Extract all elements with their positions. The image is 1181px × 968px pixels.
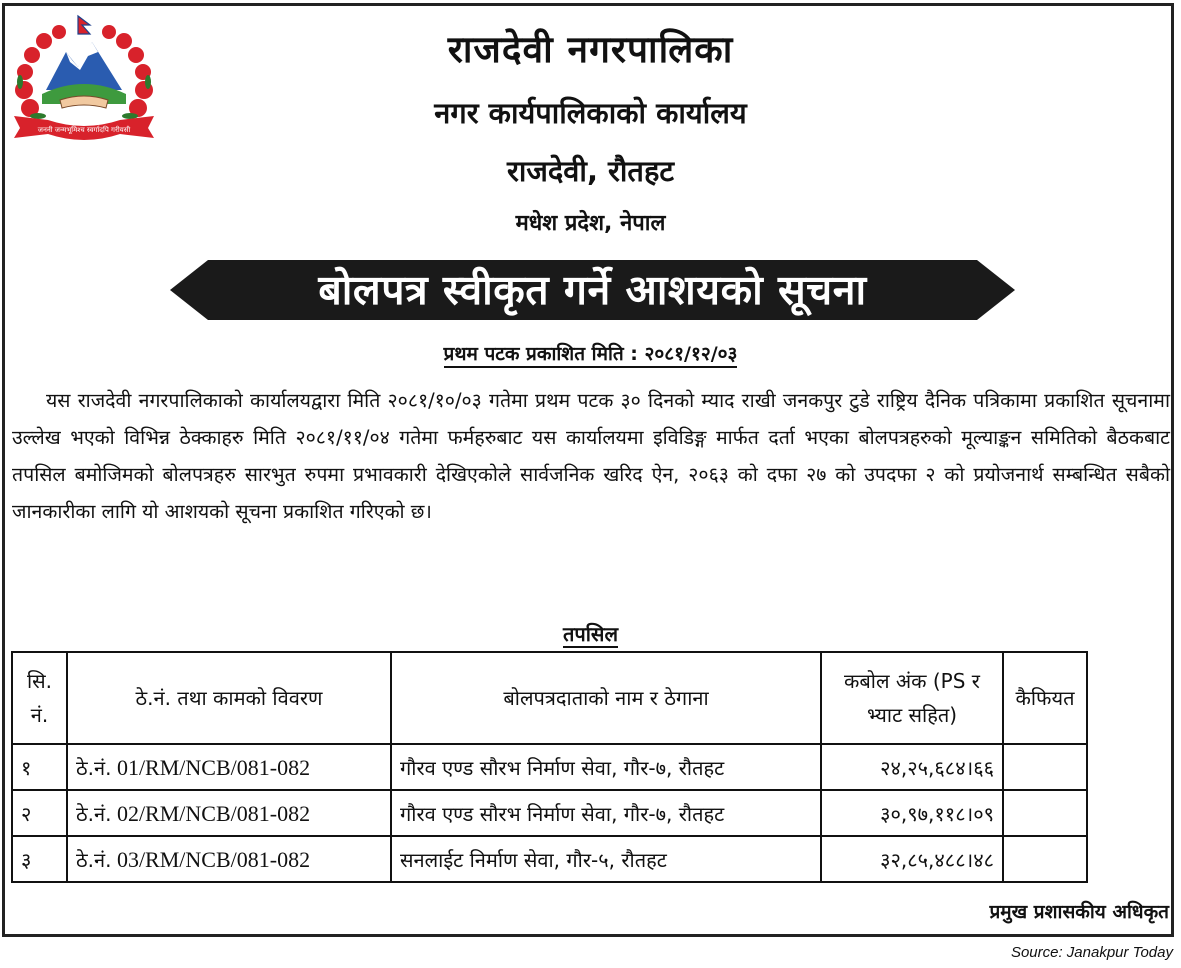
cell-sn: १	[12, 744, 67, 790]
header-bidder: बोलपत्रदाताको नाम र ठेगाना	[391, 652, 821, 744]
cell-bidder: गौरव एण्ड सौरभ निर्माण सेवा, गौर-७, रौतहट	[391, 744, 821, 790]
header-sn: सि. नं.	[12, 652, 67, 744]
cell-work	[67, 744, 391, 790]
publish-date-text: प्रथम पटक प्रकाशित मिति : २०८१/१२/०३	[444, 343, 738, 368]
header-remarks: कैफियत	[1003, 652, 1087, 744]
cell-work-label: ठे.नं.	[76, 801, 112, 826]
office-location: राजदेवी, रौतहट	[507, 154, 674, 188]
publish-date	[0, 340, 1181, 366]
cell-work-label: ठे.नं.	[76, 755, 112, 780]
cell-amount: ३२,८५,४८८।४८	[821, 836, 1003, 882]
cell-bidder: सनलाईट निर्माण सेवा, गौर-५, रौतहट	[391, 836, 821, 882]
cell-remarks	[1003, 836, 1087, 882]
signatory: प्रमुख प्रशासकीय अधिकृत	[989, 901, 1169, 923]
cell-sn: २	[12, 790, 67, 836]
notice-title: बोलपत्र स्वीकृत गर्ने आशयको सूचना	[318, 266, 867, 314]
cell-work-no: 03/RM/NCB/081-082	[116, 846, 311, 872]
cell-amount: २४,२५,६८४।६६	[821, 744, 1003, 790]
cell-remarks	[1003, 744, 1087, 790]
emblem-motto: जननी जन्मभूमिश्च स्वर्गादपि गरीयसी	[37, 126, 131, 134]
municipality-name: राजदेवी नगरपालिका	[447, 28, 734, 71]
body-paragraph: यस राजदेवी नगरपालिकाको कार्यालयद्वारा मिति २०८१/१०/०३ गतेमा प्रथम पटक ३० दिनको म्याद राखी जनकपुर टुडे राष्ट्रिय दैनिक पत्रिकामा प्रकाशित सूचनामा उल्लेख भएको विभिन्न ठेक्काहरु मिति २०८१/११/०४ गतेमा फर्महरुबाट यस कार्यालयमा इविडिङ्ग मार्फत दर्ता भएका बोलपत्रहरुको मूल्याङ्कन समितिको बैठकबाट तपसिल बमोजिमको बोलपत्रहरु सारभुत रुपमा प्रभावकारी देखिएकोले सार्वजनिक खरिद ऐन, २०६३ को दफा २७ को उपदफा २ को प्रयोजनार्थ सम्बन्धित सबैको जानकारीका लागि यो आशयको सूचना प्रकाशित गरिएको छ।	[12, 389, 1170, 523]
bid-schedule-table	[11, 651, 1088, 883]
table-row	[12, 744, 1087, 790]
table-header-row	[12, 652, 1087, 744]
cell-work	[67, 836, 391, 882]
cell-work-label: ठे.नं.	[76, 847, 112, 872]
schedule-heading	[0, 620, 1181, 647]
schedule-heading-text: तपसिल	[562, 622, 619, 646]
province-country: मधेश प्रदेश, नेपाल	[515, 211, 666, 236]
table-row	[12, 836, 1087, 882]
cell-remarks	[1003, 790, 1087, 836]
cell-amount: ३०,९७,११८।०९	[821, 790, 1003, 836]
office-name: नगर कार्यपालिकाको कार्यालय	[434, 96, 747, 130]
cell-sn: ३	[12, 836, 67, 882]
header-amount: कबोल अंक (PS र भ्याट सहित)	[821, 652, 1003, 744]
cell-work-no: 01/RM/NCB/081-082	[116, 754, 311, 780]
notice-body	[12, 382, 1170, 530]
header-work: ठे.नं. तथा कामको विवरण	[67, 652, 391, 744]
cell-bidder: गौरव एण्ड सौरभ निर्माण सेवा, गौर-७, रौतहट	[391, 790, 821, 836]
table-row	[12, 790, 1087, 836]
cell-work-no: 02/RM/NCB/081-082	[116, 800, 311, 826]
cell-work	[67, 790, 391, 836]
source-credit: Source: Janakpur Today	[1010, 944, 1173, 961]
